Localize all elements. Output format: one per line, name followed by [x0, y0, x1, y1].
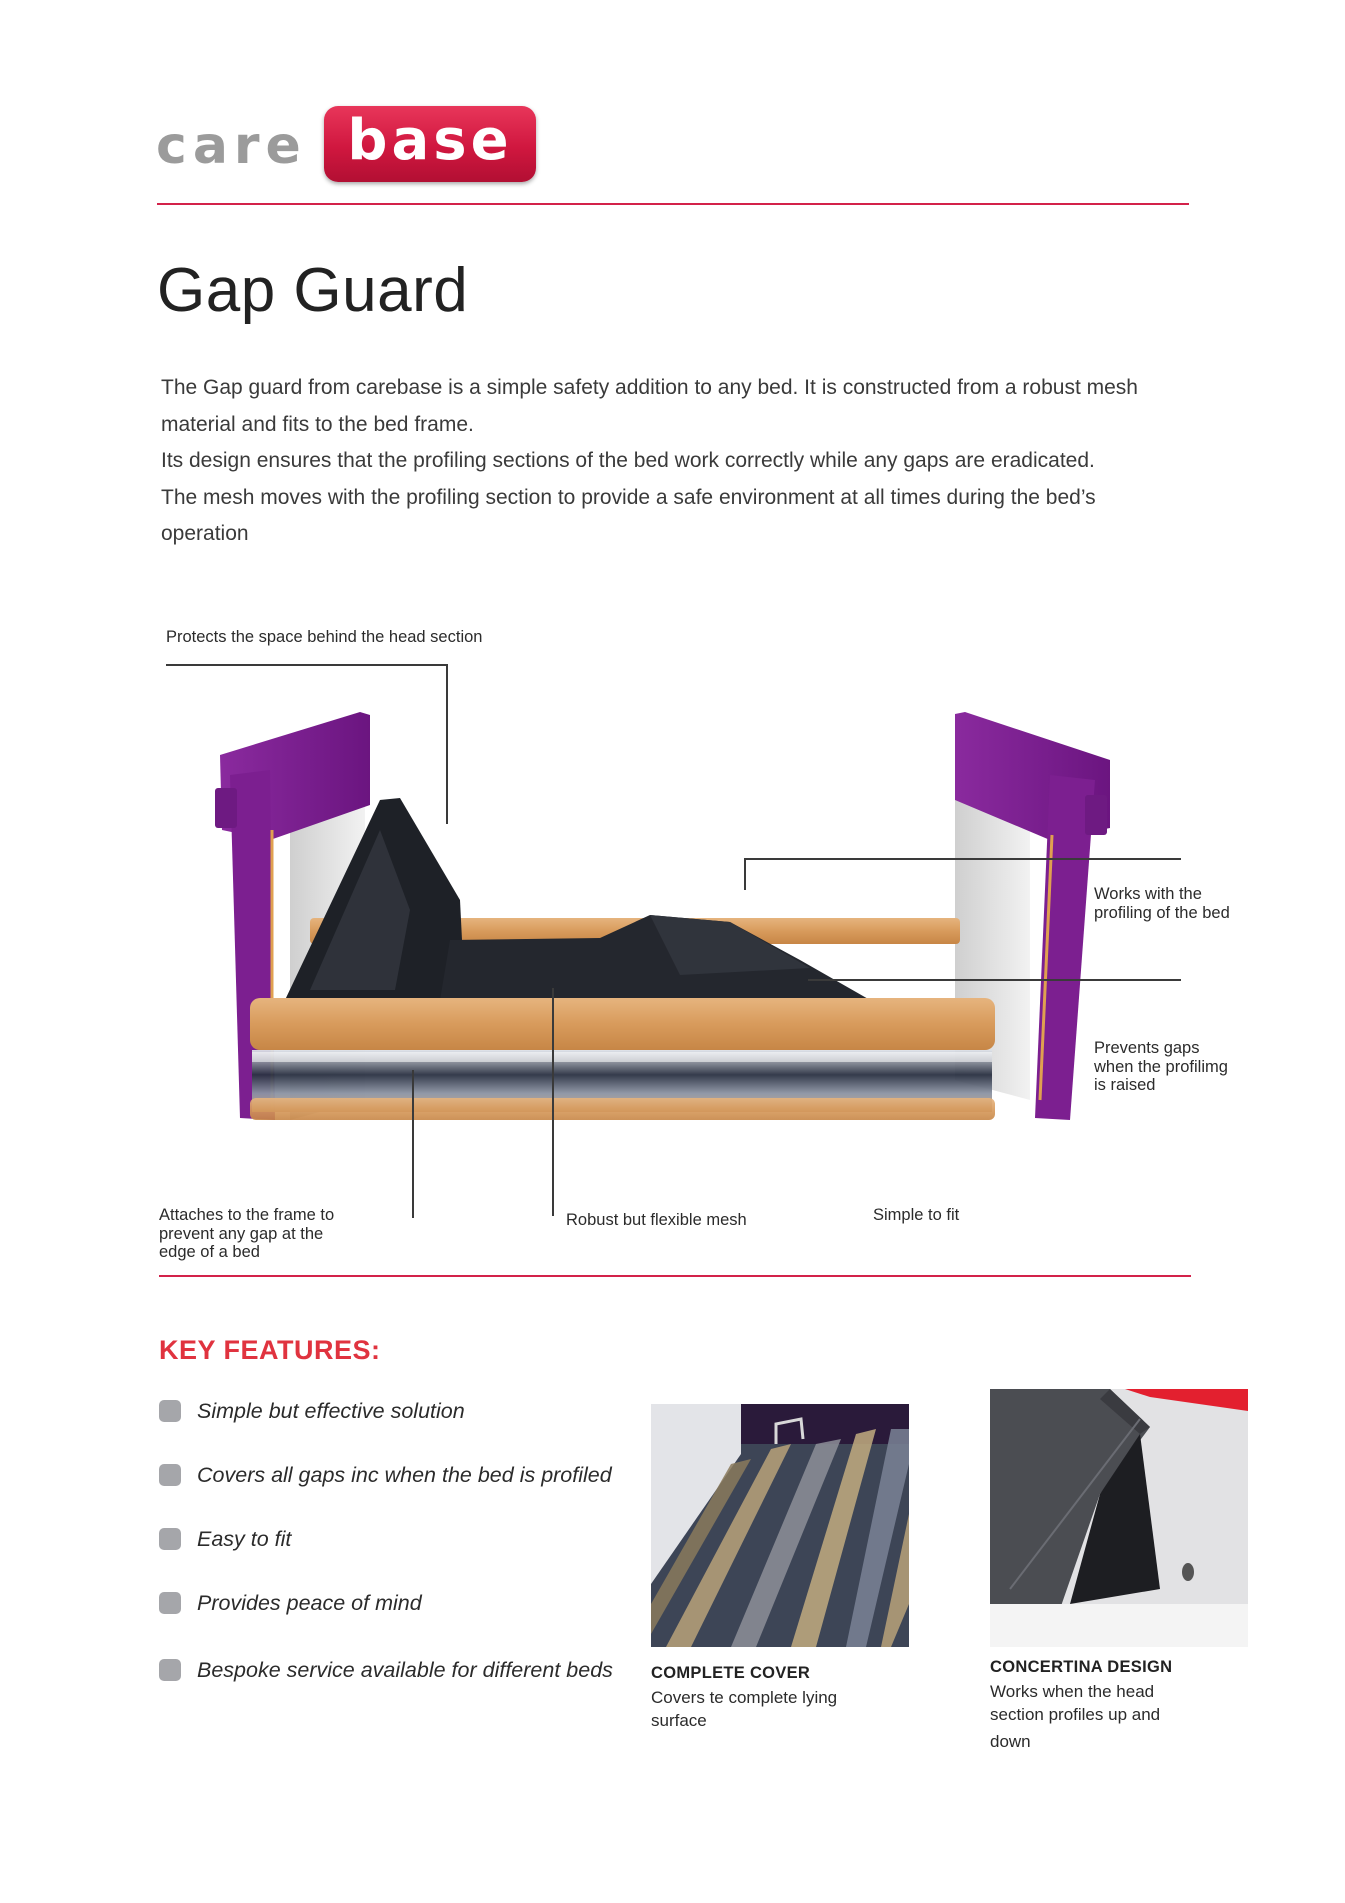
key-features-title: KEY FEATURES:: [159, 1335, 381, 1365]
feature-item: [159, 1396, 465, 1426]
bullet-square-icon: [159, 1659, 181, 1681]
photo-caption-title: COMPLETE COVER: [651, 1664, 811, 1682]
photo-complete-cover: [651, 1404, 909, 1647]
logo-text-care: care: [156, 116, 307, 176]
feature-item: [159, 1460, 612, 1490]
callout-line: profiling of the bed: [1094, 903, 1230, 922]
leader-line: [446, 664, 448, 824]
section-divider: [159, 1275, 1191, 1277]
leader-line: [166, 664, 446, 666]
caption-line: Covers te complete lying: [651, 1688, 838, 1707]
leader-line: [412, 1070, 414, 1218]
bullet-square-icon: [159, 1400, 181, 1422]
callout-line: when the profilimg: [1094, 1057, 1228, 1076]
callout-simple-to-fit: Simple to fit: [873, 1206, 960, 1224]
caption-line: down: [990, 1732, 1031, 1751]
bullet-square-icon: [159, 1592, 181, 1614]
header-divider: [157, 203, 1189, 205]
caption-line: section profiles up and: [990, 1705, 1161, 1724]
mesh-photo-drawing: [651, 1404, 909, 1647]
photo-concertina-design: [990, 1389, 1248, 1647]
concertina-photo-drawing: [990, 1389, 1248, 1647]
caption-line: surface: [651, 1711, 707, 1730]
feature-text: Covers all gaps inc when the bed is profiled: [197, 1462, 612, 1487]
photo-caption-title: CONCERTINA DESIGN: [990, 1658, 1173, 1676]
callout-line: Attaches to the frame to: [159, 1206, 335, 1224]
intro-line: The mesh moves with the profiling section to provide a safe environment at all times during the bed’s: [161, 485, 1096, 509]
bullet-square-icon: [159, 1464, 181, 1486]
callout-attaches: [159, 1206, 334, 1262]
intro-line: Its design ensures that the profiling sections of the bed work correctly while any gaps are eradicated.: [161, 449, 1095, 472]
callout-prevents-gaps: [1094, 1039, 1228, 1095]
bullet-square-icon: [159, 1528, 181, 1550]
callout-line: edge of a bed: [159, 1243, 260, 1261]
leader-line: [744, 858, 1181, 860]
feature-text: Easy to fit: [197, 1526, 292, 1551]
bed-drawing: [210, 700, 1110, 1150]
photo-caption-body: [651, 1686, 837, 1732]
callout-head-section: Protects the space behind the head section: [166, 628, 483, 646]
feature-text: Bespoke service available for different beds: [197, 1657, 613, 1682]
callout-profiling: [1094, 885, 1230, 922]
bed-illustration: [210, 700, 1110, 1150]
intro-paragraph: [161, 370, 1201, 553]
callout-line: Works with the: [1094, 885, 1202, 903]
feature-item: [159, 1655, 613, 1685]
callout-line: prevent any gap at the: [159, 1224, 324, 1243]
callout-line: is raised: [1094, 1076, 1156, 1094]
carebase-logo: [156, 106, 536, 184]
leader-line: [552, 988, 554, 1216]
logo-text-base: base: [347, 108, 513, 173]
callout-mesh: Robust but flexible mesh: [566, 1211, 747, 1229]
logo-badge: [324, 106, 536, 182]
page-title: Gap Guard: [157, 256, 469, 325]
intro-line: material and fits to the bed frame.: [161, 412, 474, 436]
feature-text: Simple but effective solution: [197, 1398, 465, 1423]
intro-line: operation: [161, 522, 249, 545]
leader-line: [744, 858, 746, 890]
photo-caption-body: [990, 1680, 1160, 1753]
feature-item: [159, 1588, 422, 1618]
intro-line: The Gap guard from carebase is a simple safety addition to any bed. It is constructed from a robust mesh: [161, 376, 1138, 399]
leader-line: [808, 979, 1181, 981]
feature-text: Provides peace of mind: [197, 1590, 422, 1615]
feature-item: [159, 1524, 291, 1554]
caption-line: Works when the head: [990, 1682, 1155, 1701]
callout-line: Prevents gaps: [1094, 1039, 1200, 1057]
